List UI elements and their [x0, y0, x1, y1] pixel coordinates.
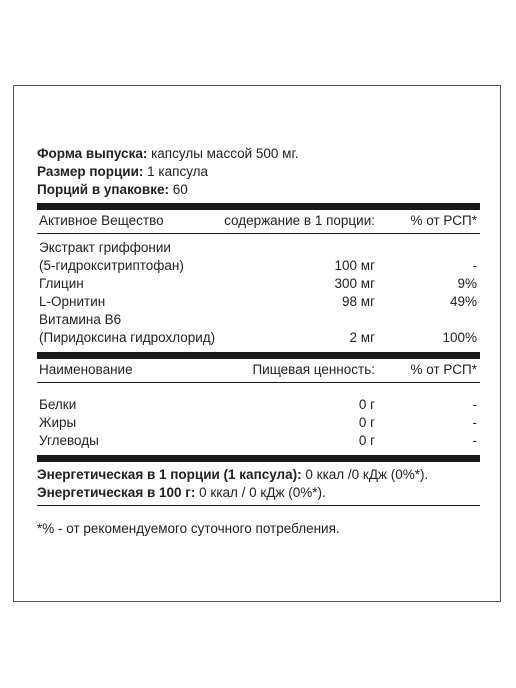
header-rsp: % от РСП*	[410, 362, 477, 377]
form-value: капсулы массой 500 мг.	[151, 146, 299, 161]
footnote: *% - от рекомендуемого суточного потребления.	[37, 521, 340, 536]
header-name: Наименование	[39, 362, 133, 377]
nutrition-table-header	[37, 361, 480, 379]
header-rsp: % от РСП*	[410, 213, 477, 228]
divider-thin	[37, 505, 480, 506]
table-row: Экстракт гриффонии	[39, 240, 171, 255]
serving-size-label: Размер порции:	[37, 164, 144, 179]
divider-thick	[37, 352, 480, 359]
energy-per-100g-line	[37, 484, 480, 502]
servings-per-container-line	[37, 181, 480, 199]
table-row: Жиры 0 г -	[39, 415, 477, 430]
table-row: Глицин 300 мг 9%	[39, 276, 477, 291]
header-content: содержание в 1 порции:	[224, 213, 375, 228]
energy-per-serving-line	[37, 466, 480, 484]
servings-per-container-label: Порций в упаковке:	[37, 182, 169, 197]
servings-per-container-value: 60	[172, 182, 188, 197]
energy-per-100g-value: 0 ккал / 0 кДж (0%*).	[199, 485, 326, 500]
form-label: Форма выпуска:	[37, 146, 148, 161]
energy-per-serving-label: Энергетическая в 1 порции (1 капсула):	[37, 467, 302, 482]
active-table-header	[37, 212, 480, 230]
energy-per-100g-label: Энергетическая в 100 г:	[37, 485, 196, 500]
header-substance: Активное Вещество	[39, 213, 164, 228]
divider-thick	[37, 203, 480, 210]
table-row: (5-гидрокситриптофан) 100 мг -	[39, 258, 477, 273]
serving-size-line	[37, 163, 480, 181]
header-nutritional-value: Пищевая ценность:	[252, 362, 375, 377]
divider-thick	[37, 455, 480, 462]
table-row: (Пиридоксина гидрохлорид) 2 мг 100%	[39, 330, 477, 345]
table-row: L-Орнитин 98 мг 49%	[39, 294, 477, 309]
table-row: Витамина В6	[39, 312, 122, 327]
table-row: Белки 0 г -	[39, 397, 477, 412]
energy-per-serving-value: 0 ккал /0 кДж (0%*).	[305, 467, 429, 482]
supplement-facts	[37, 145, 480, 538]
form-line	[37, 145, 480, 163]
serving-size-value: 1 капсула	[147, 164, 209, 179]
table-row: Углеводы 0 г -	[39, 433, 477, 448]
